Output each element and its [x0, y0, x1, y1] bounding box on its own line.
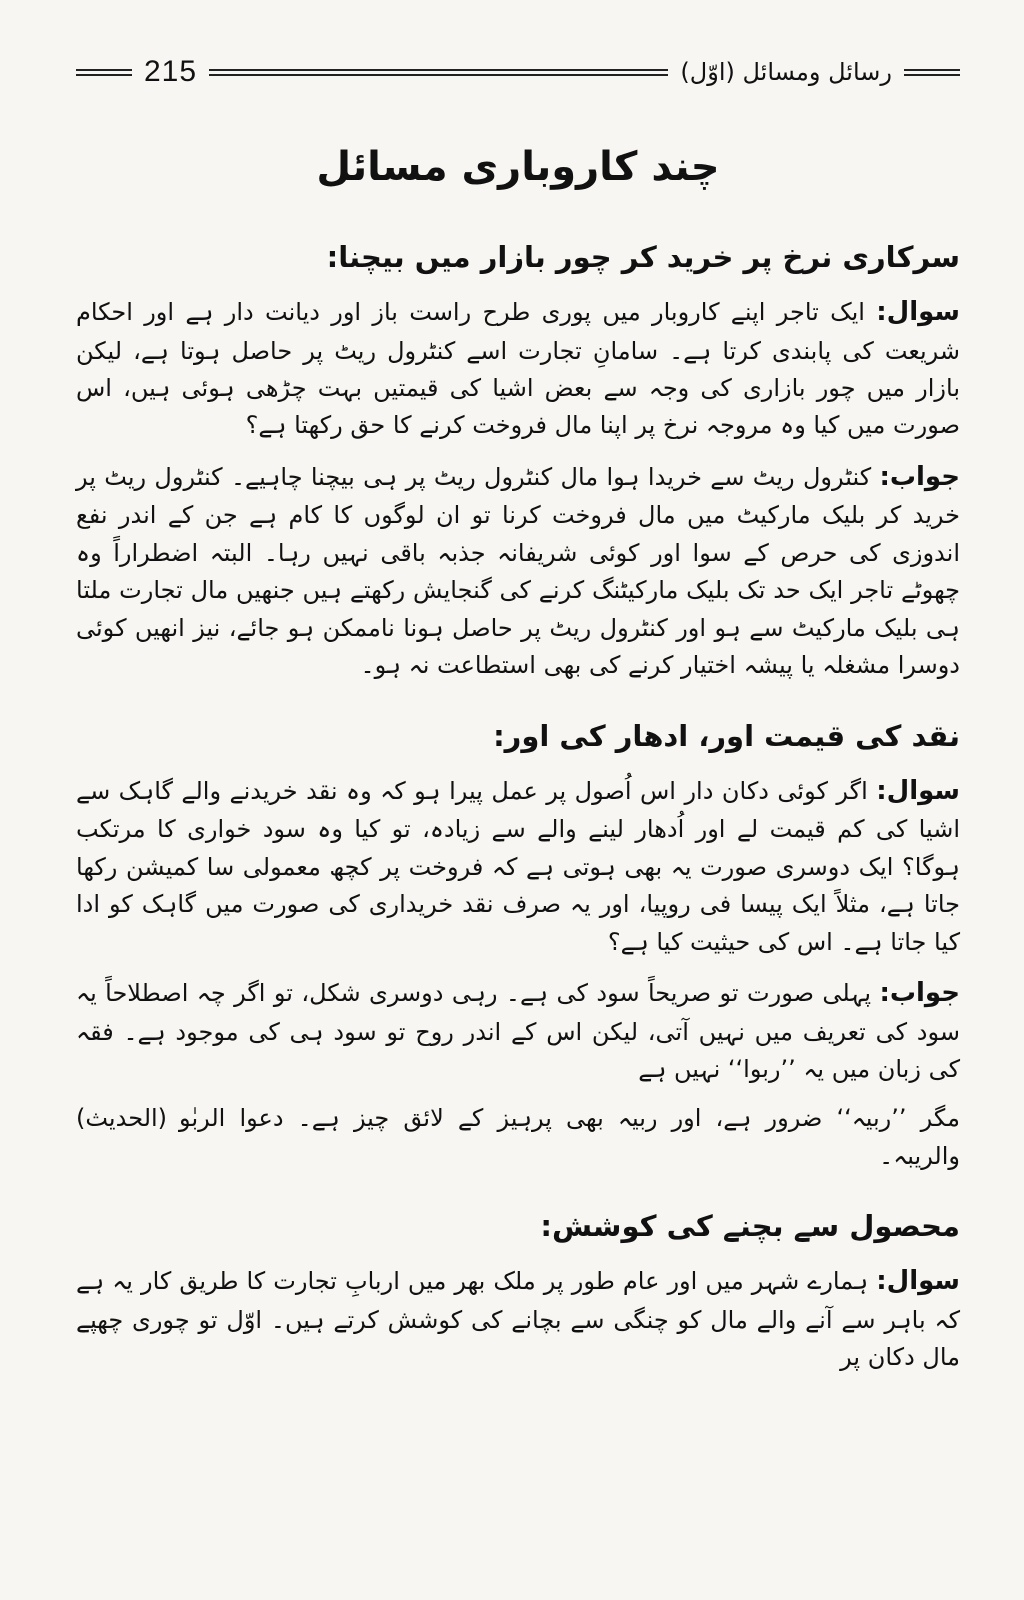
running-header [76, 50, 960, 94]
answer-last-line [76, 1100, 960, 1175]
header-rule-center [209, 69, 668, 76]
answer-label: جواب: [879, 977, 960, 1008]
question-label: سوال: [876, 297, 960, 328]
header-rule-left [76, 69, 132, 76]
page-content [76, 236, 960, 1377]
question-label: سوال: [876, 775, 960, 806]
question-paragraph [76, 1261, 960, 1376]
chapter-title: چند کاروباری مسائل [316, 144, 720, 190]
question-text: ایک تاجر اپنے کاروبار میں پوری طرح راست باز اور دیانت دار ہے اور احکام شریعت کی پابندی کرتا ہے۔ سامانِ تجارت اسے کنٹرول ریٹ پر حاصل ہوتا ہے، لیکن بازار میں چور بازاری کی وجہ سے بعض اشیا کی قیمتیں بہت چڑھی ہوئی ہیں، اس صورت میں کیا وہ مروجہ نرخ پر اپنا مال فروخت کرنے کا حق رکھتا ہے؟ [76, 298, 960, 440]
answer-text: پہلی صورت تو صریحاً سود کی ہے۔ رہی دوسری شکل، تو اگر چہ اصطلاحاً یہ سود کی تعریف میں نہیں آتی، لیکن اس کے اندر روح تو سود ہی کی موجود ہے۔ فقہ کی زبان میں یہ ’’ربوا‘‘ نہیں ہے [76, 978, 960, 1083]
answer-label: جواب: [879, 461, 960, 492]
answer-last-text: مگر ’’ربیہ‘‘ ضرور ہے، اور ربیہ بھی پرہیز کے لائق چیز ہے۔ دعوا الربٰو والریبہ۔ [179, 1104, 960, 1170]
question-label: سوال: [876, 1266, 960, 1297]
hadith-citation: (الحدیث) [76, 1104, 168, 1133]
question-paragraph [76, 292, 960, 445]
question-text: ہمارے شہر میں اور عام طور پر ملک بھر میں اربابِ تجارت کا طریق کار یہ ہے کہ باہر سے آنے والے مال کو چنگی سے بچانے کی کوشش کرتے ہیں۔ اوّل تو چوری چھپے مال دکان پر [76, 1267, 960, 1372]
answer-text: کنٹرول ریٹ سے خریدا ہوا مال کنٹرول ریٹ پر ہی بیچنا چاہیے۔ کنٹرول ریٹ پر خرید کر بلیک مارکیٹ میں مال فروخت کرنا تو ان لوگوں کا کام ہے جن کے اندر نفع اندوزی کی حرص کے سوا اور کوئی شریفانہ جذبہ باقی نہیں رہا۔ البتہ اضطراراً وہ چھوٹے تاجر ایک حد تک بلیک مارکیٹنگ کرنے کی گنجایش رکھتے ہیں جنھیں مال تجارت ملتا ہی بلیک مارکیٹ سے ہو اور کنٹرول ریٹ پر حاصل ہونا ناممکن ہو جائے، نیز انھیں کوئی دوسرا مشغلہ یا پیشہ اختیار کرنے کی بھی استطاعت نہ ہو۔ [76, 462, 960, 680]
section-heading: محصول سے بچنے کی کوشش: [540, 1209, 960, 1244]
answer-paragraph [76, 973, 960, 1088]
section-heading: سرکاری نرخ پر خرید کر چور بازار میں بیچنا: [326, 240, 960, 274]
book-title: رسائل ومسائل (اوّل) [680, 58, 892, 86]
question-paragraph [76, 771, 960, 961]
page-number: 215 [144, 55, 198, 88]
section-heading: نقد کی قیمت اور، ادھار کی اور: [493, 718, 960, 753]
header-rule-right [904, 69, 960, 76]
answer-paragraph [76, 457, 960, 685]
question-text: اگر کوئی دکان دار اس اُصول پر عمل پیرا ہو کہ وہ نقد خریدنے والے گاہک سے اشیا کی کم قیمت لے اور اُدھار لینے والے سے زیادہ، تو کیا وہ سود خواری کا مرتکب ہوگا؟ ایک دوسری صورت یہ بھی ہوتی ہے کہ فروخت پر کچھ معمولی سا کمیشن رکھا جاتا ہے، مثلاً ایک پیسا فی روپیا، اور یہ صرف نقد خریداری کی صورت میں گاہک کو ادا کیا جاتا ہے۔ اس کی حیثیت کیا ہے؟ [76, 776, 960, 956]
